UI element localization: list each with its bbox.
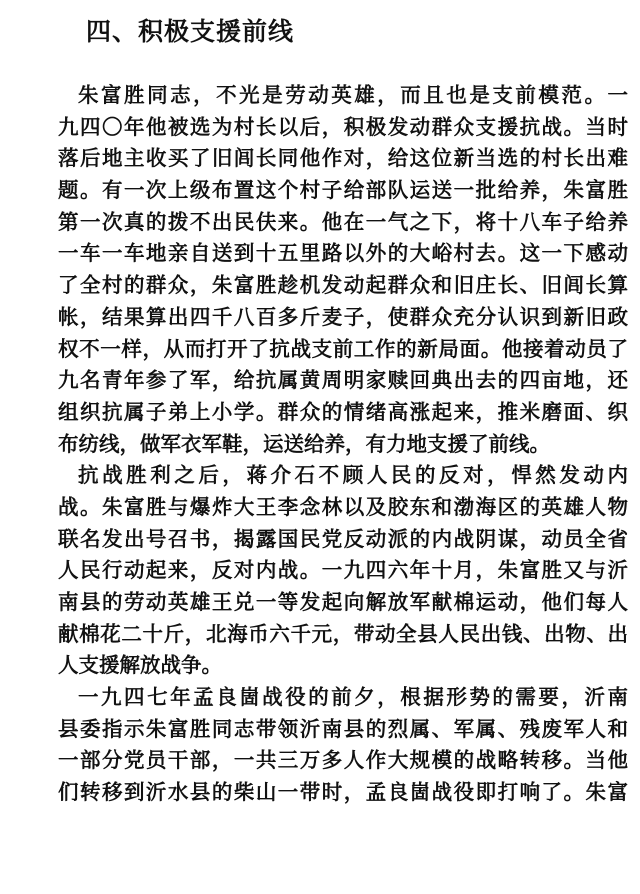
- text-line: 九名青年参了军，给抗属黄周明家赎回典出去的四亩地，还: [58, 368, 628, 393]
- text-line: 题。有一次上级布置这个村子给部队运送一批给养，朱富胜: [58, 178, 628, 203]
- text-line: 第一次真的拨不出民伕来。他在一气之下，将十八车子给养: [58, 209, 628, 234]
- text-line: 南县的劳动英雄王兑一等发起向解放军献棉运动，他们每人: [58, 590, 628, 614]
- text-line: 一车一车地亲自送到十五里路以外的大峪村去。这一下感动: [58, 241, 628, 266]
- text-line: 县委指示朱富胜同志带领沂南县的烈属、军属、残废军人和: [58, 716, 628, 741]
- text-line: 战。朱富胜与爆炸大王李念林以及胶东和渤海区的英雄人物: [58, 494, 628, 519]
- section-heading: 四、积极支援前线: [86, 17, 295, 46]
- body-text: [58, 80, 628, 809]
- text-line: 九四〇年他被选为村长以后，积极发动群众支援抗战。当时: [58, 114, 628, 139]
- text-line: 献棉花二十斤，北海币六千元，带动全县人民出钱、出物、出: [58, 621, 628, 646]
- text-line: 了全村的群众，朱富胜趁机发动起群众和旧庄长、旧闾长算: [58, 273, 628, 298]
- paragraph-3: [58, 682, 628, 809]
- paragraph-1: [58, 80, 628, 460]
- text-line: 朱富胜同志，不光是劳动英雄，而且也是支前模范。一: [78, 83, 628, 107]
- text-line: 一部分党员干部，一共三万多人作大规模的战略转移。当他: [58, 748, 628, 773]
- text-line: 人支援解放战争。: [58, 653, 222, 678]
- text-line: 权不一样，从而打开了抗战支前工作的新局面。他接着动员了: [58, 336, 628, 361]
- text-line: 帐，结果算出四千八百多斤麦子，使群众充分认识到新旧政: [58, 304, 628, 329]
- text-line: 们转移到沂水县的柴山一带时，孟良崮战役即打响了。朱富: [58, 780, 628, 805]
- text-line: 人民行动起来，反对内战。一九四六年十月，朱富胜又与沂: [58, 558, 628, 583]
- paragraph-2: [58, 460, 628, 682]
- text-line: 一九四七年孟良崮战役的前夕，根据形势的需要，沂南: [78, 685, 628, 710]
- text-line: 抗战胜利之后，蒋介石不顾人民的反对，悍然发动内: [78, 463, 628, 488]
- text-line: 组织抗属子弟上小学。群众的情绪高涨起来，推米磨面、织: [58, 399, 628, 424]
- text-line: 布纺线，做军衣军鞋，运送给养，有力地支援了前线。: [58, 431, 550, 456]
- text-line: 联名发出号召书，揭露国民党反动派的内战阴谋，动员全省: [58, 526, 628, 551]
- text-line: 落后地主收买了旧闾长同他作对，给这位新当选的村长出难: [58, 146, 628, 171]
